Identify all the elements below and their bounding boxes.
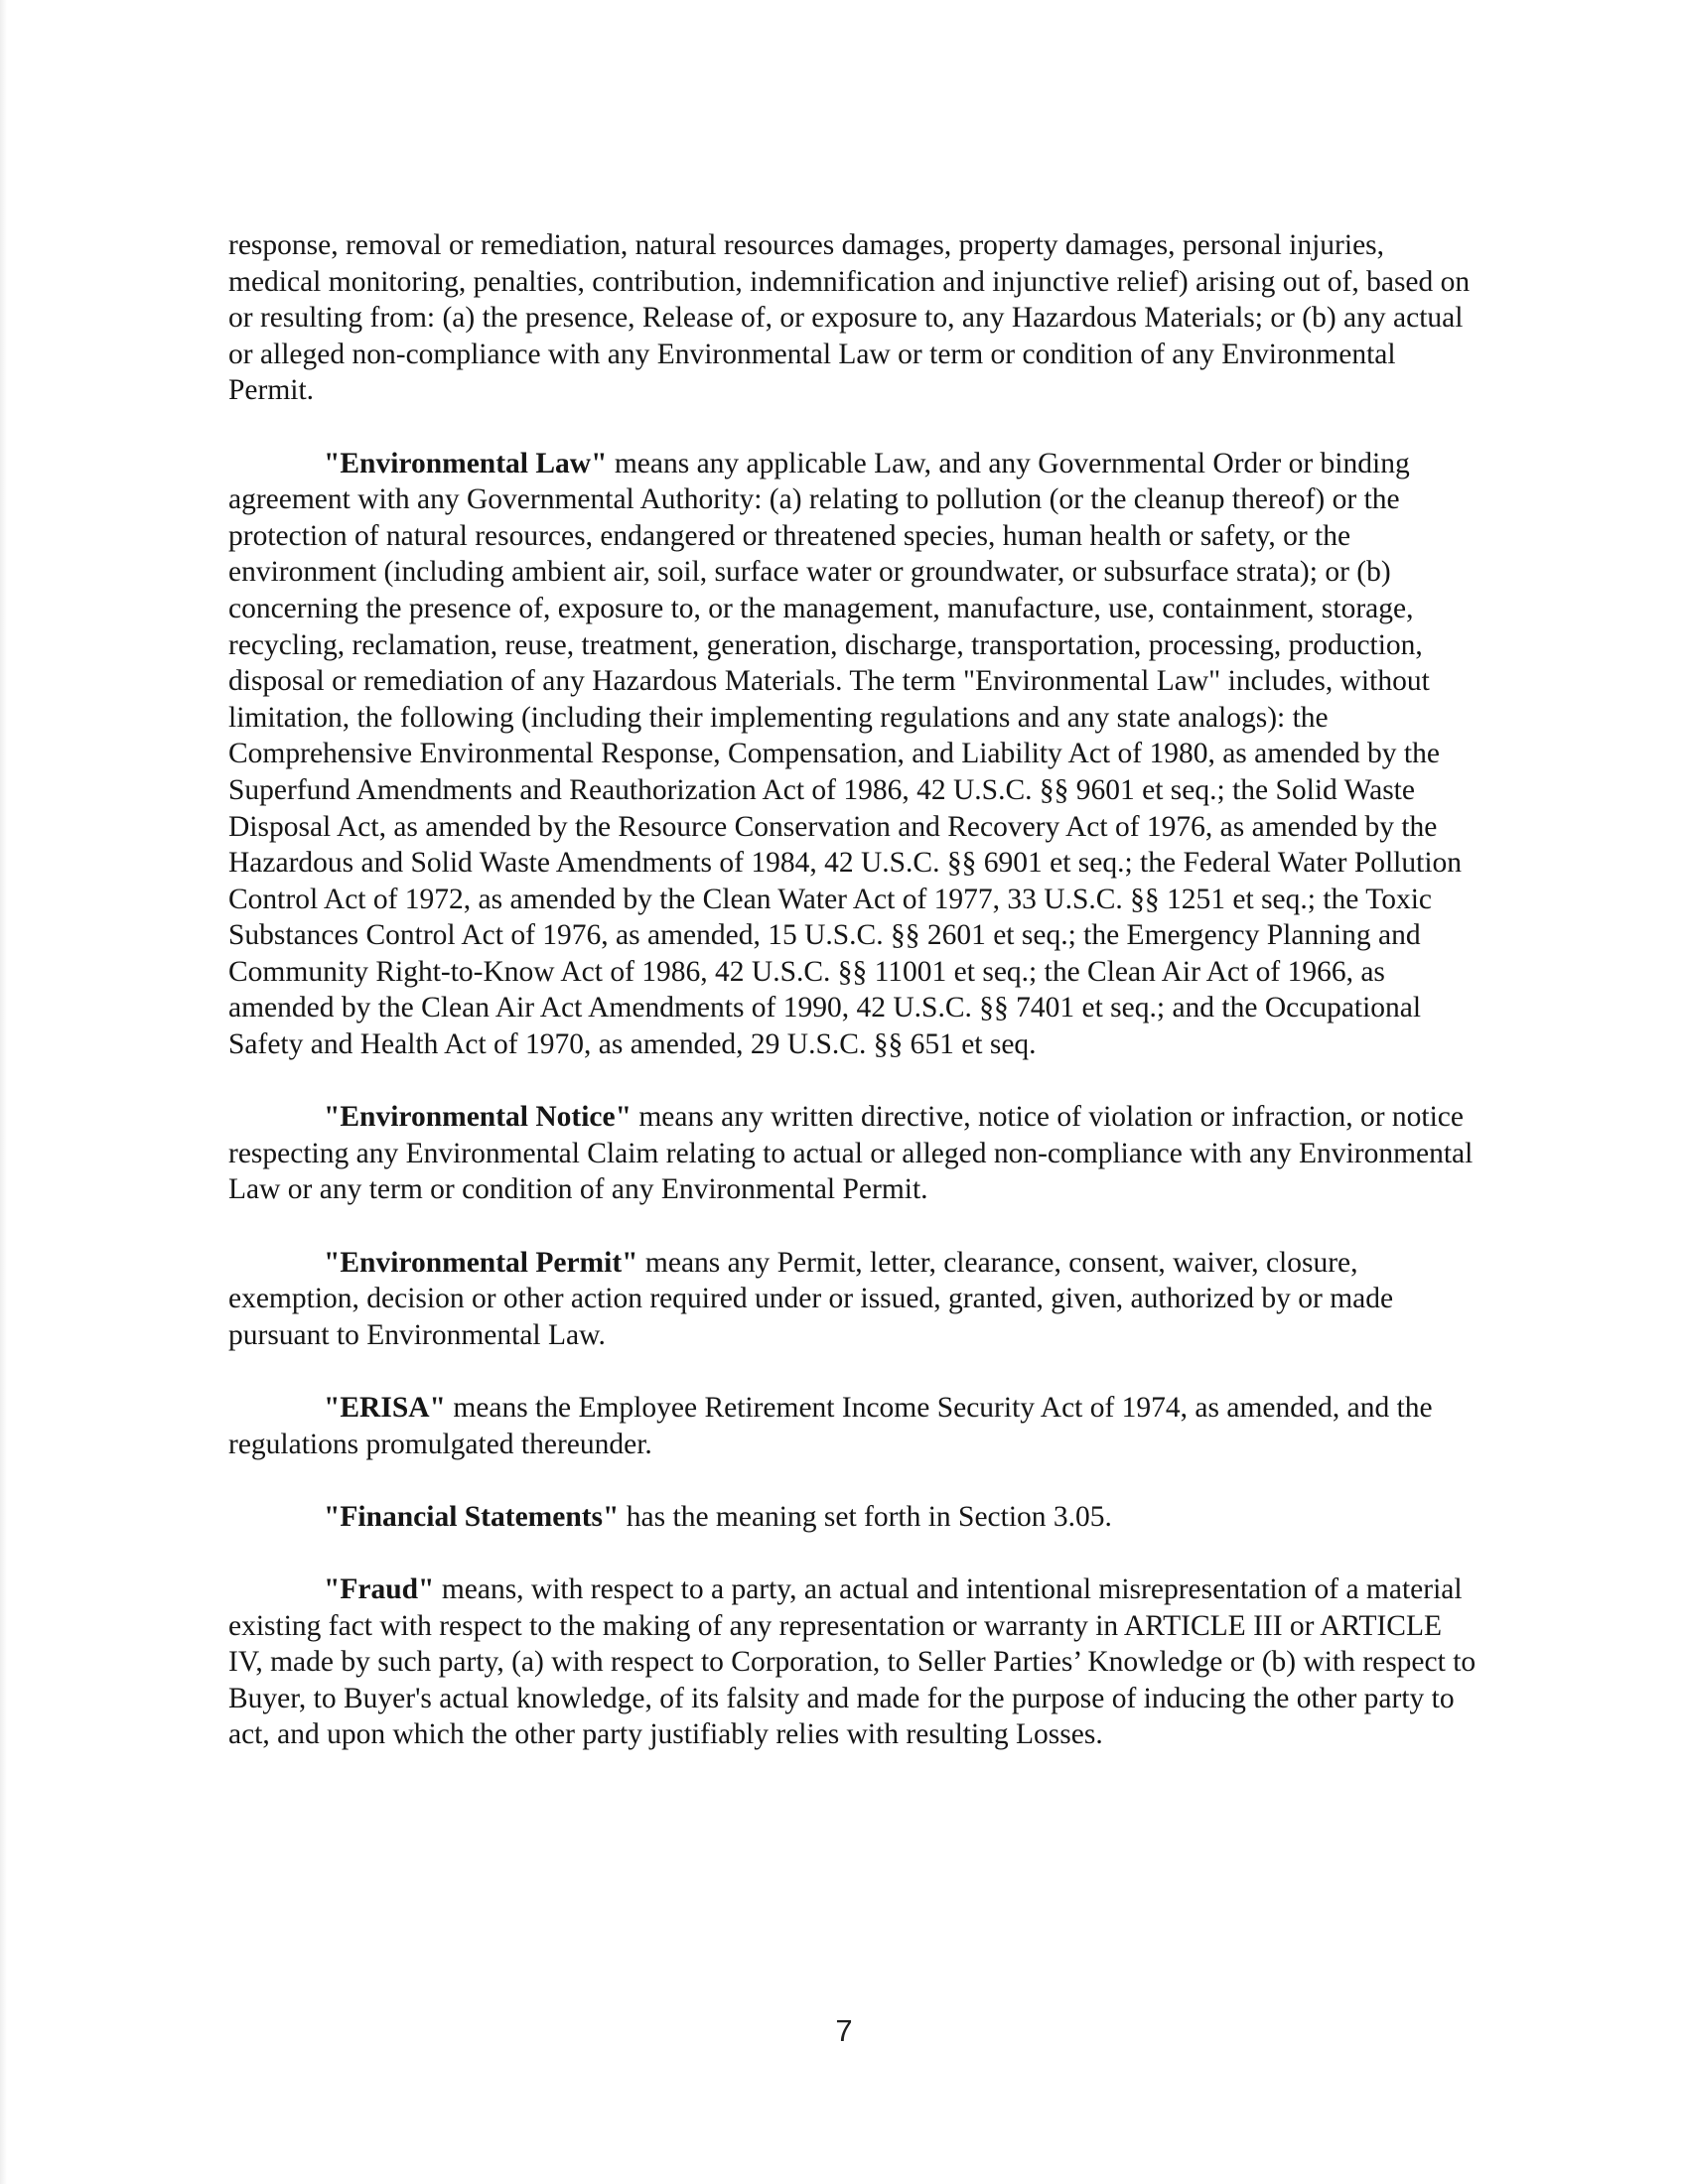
definition-text: means any applicable Law, and any Governmental Order or binding agreement with any Governmental Authority: (a) relating to pollution (or the cleanup thereof) or the protection of natural resources, endangered or threatened species, human health or safety, or the environment (including ambient air, soil, surface water or groundwater, or subsurface strata); or (b) concerning the presence of, exposure to, or the management, manufacture, use, containment, storage, recycling, reclamation, reuse, treatment, generation, discharge, transportation, processing, production, disposal or remediation of any Hazardous Materials. The term "Environmental Law" includes, without limitation, the following (including their implementing regulations and any state analogs): the Comprehensive Environmental Response, Compensation, and Liability Act of 1980, as amended by the Superfund Amendments and Reauthorization Act of 1986, 42 U.S.C. §§ 9601 et seq.; the Solid Waste Disposal Act, as amended by the Resource Conservation and Recovery Act of 1976, as amended by the Hazardous and Solid Waste Amendments of 1984, 42 U.S.C. §§ 6901 et seq.; the Federal Water Pollution Control Act of 1972, as amended by the Clean Water Act of 1977, 33 U.S.C. §§ 1251 et seq.; the Toxic Substances Control Act of 1976, as amended, 15 U.S.C. §§ 2601 et seq.; the Emergency Planning and Community Right-to-Know Act of 1986, 42 U.S.C. §§ 11001 et seq.; the Clean Air Act of 1966, as amended by the Clean Air Act Amendments of 1990, 42 U.S.C. §§ 7401 et seq.; and the Occupational Safety and Health Act of 1970, as amended, 29 U.S.C. §§ 651 et seq. [228,447,1463,1061]
defined-term: "Fraud" [324,1572,435,1605]
defined-term: "ERISA" [324,1392,446,1424]
definition-text: means any Permit, letter, clearance, consent, waiver, closure, exemption, decision or other action required under or issued, granted, given, authorized by or made pursuant to Environmental Law. [228,1246,1394,1351]
definition-text: means the Employee Retirement Income Security Act of 1974, as amended, and the regulations promulgated thereunder. [228,1392,1433,1460]
continuation-paragraph: response, removal or remediation, natural resources damages, property damages, personal injuries, medical monitoring, penalties, contribution, indemnification and injunctive relief) arising out of, based on or resulting from: (a) the presence, Release of, or exposure to, any Hazardous Materials; or (b) any actual or alleged non-compliance with any Environmental Law or term or condition of any Environmental Permit. [228,229,1471,407]
definition-financial-statements [228,1499,1481,1536]
definition-environmental-notice [228,1099,1481,1208]
definition-fraud [228,1571,1481,1753]
defined-term: "Environmental Notice" [324,1101,632,1134]
scan-edge-shadow [0,0,7,2184]
defined-term: "Environmental Law" [324,447,608,479]
defined-term: "Financial Statements" [324,1500,620,1533]
definition-text: means any written directive, notice of violation or infraction, or notice respecting any Environmental Claim relating to actual or alleged non-compliance with any Environmental Law or any term or condition of any Environmental Permit. [228,1101,1474,1206]
defined-term: "Environmental Permit" [324,1246,638,1279]
page-body [228,227,1481,1790]
definition-text: means, with respect to a party, an actual and intentional misrepresentation of a material existing fact with respect to the making of any representation or warranty in ARTICLE III or ARTICLE IV, made by such party, (a) with respect to Corporation, to Seller Parties’ Knowledge or (b) with respect to Buyer, to Buyer's actual knowledge, of its falsity and made for the purpose of inducing the other party to act, and upon which the other party justifiably relies with resulting Losses. [228,1572,1477,1751]
definition-text: has the meaning set forth in Section 3.05. [619,1500,1112,1533]
definition-erisa [228,1390,1481,1462]
definition-environmental-law [228,446,1481,1063]
definition-environmental-permit [228,1245,1481,1354]
page-number: 7 [835,2013,853,2048]
